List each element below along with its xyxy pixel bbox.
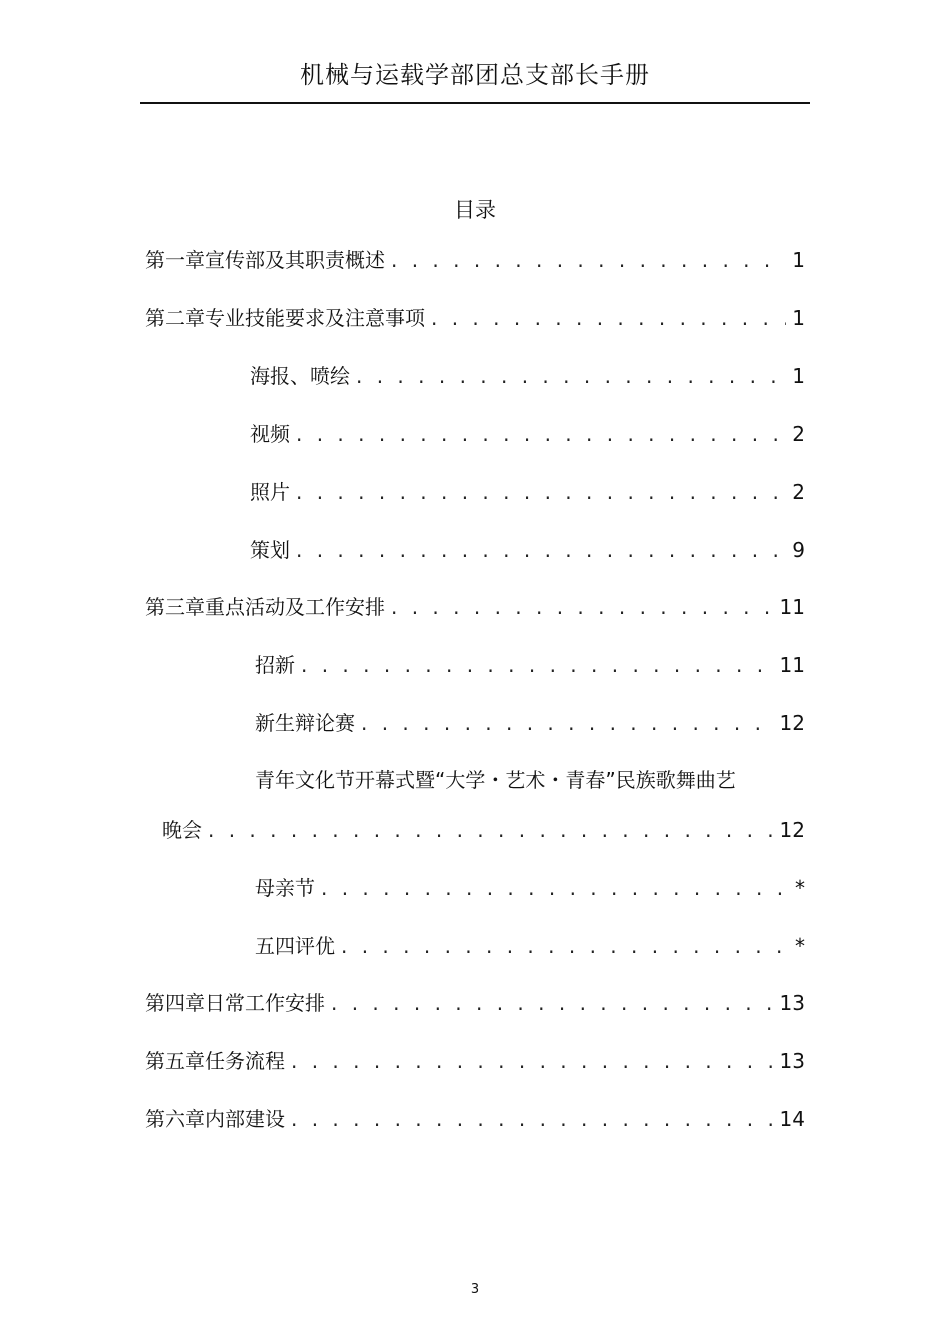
toc-entry-page: * bbox=[795, 876, 805, 900]
toc-entry-label: 第六章内部建设 bbox=[145, 1107, 285, 1131]
toc-entry-page: 11 bbox=[779, 653, 805, 677]
toc-leader-dots bbox=[296, 420, 786, 448]
toc-leader-dots bbox=[356, 362, 786, 390]
toc-entry-chapter-2[interactable] bbox=[145, 304, 805, 332]
toc-entry-may-fourth[interactable] bbox=[255, 932, 805, 960]
toc-leader-dots bbox=[331, 989, 774, 1017]
toc-entry-mothers-day[interactable] bbox=[255, 874, 805, 902]
document-title: 机械与运载学部团总支部长手册 bbox=[300, 61, 650, 89]
toc-entry-page: 1 bbox=[792, 306, 805, 330]
toc-leader-dots bbox=[391, 246, 786, 274]
toc-leader-dots bbox=[301, 651, 774, 679]
toc-leader-dots bbox=[341, 932, 789, 960]
toc-entry-chapter-5[interactable] bbox=[145, 1047, 805, 1075]
toc-entry-page: 11 bbox=[779, 595, 805, 619]
toc-entry-chapter-3[interactable] bbox=[145, 593, 805, 621]
toc-entry-label: 海报、喷绘 bbox=[250, 364, 350, 388]
toc-entry-chapter-1[interactable] bbox=[145, 246, 805, 274]
document-header bbox=[140, 60, 810, 104]
toc-leader-dots bbox=[296, 536, 786, 564]
toc-entry-chapter-4[interactable] bbox=[145, 989, 805, 1017]
toc-entry-page: 13 bbox=[779, 991, 805, 1015]
toc-entry-label: 照片 bbox=[250, 480, 290, 504]
toc-entry-page: 2 bbox=[792, 422, 805, 446]
toc-entry-festival-line1[interactable]: 青年文化节开幕式暨“大学・艺术・青春”民族歌舞曲艺 bbox=[255, 768, 736, 792]
toc-entry-page: 2 bbox=[792, 480, 805, 504]
toc-entry-debate[interactable] bbox=[255, 709, 805, 737]
toc-leader-dots bbox=[291, 1047, 774, 1075]
toc-entry-chapter-6[interactable] bbox=[145, 1105, 805, 1133]
toc-leader-dots bbox=[431, 304, 786, 332]
toc-leader-dots bbox=[321, 874, 789, 902]
toc-entry-festival[interactable] bbox=[162, 816, 805, 844]
toc-entry-label: 母亲节 bbox=[255, 876, 315, 900]
toc-entry-posters[interactable] bbox=[250, 362, 805, 390]
toc-entry-label: 晚会 bbox=[162, 818, 202, 842]
toc-entry-page: 14 bbox=[779, 1107, 805, 1131]
toc-entry-label: 第五章任务流程 bbox=[145, 1049, 285, 1073]
toc-leader-dots bbox=[208, 816, 774, 844]
toc-entry-label: 招新 bbox=[255, 653, 295, 677]
toc-entry-page: 12 bbox=[779, 818, 805, 842]
toc-leader-dots bbox=[361, 709, 774, 737]
toc-entry-label: 第二章专业技能要求及注意事项 bbox=[145, 306, 425, 330]
toc-leader-dots bbox=[391, 593, 774, 621]
toc-entry-label: 视频 bbox=[250, 422, 290, 446]
toc-entry-label: 第三章重点活动及工作安排 bbox=[145, 595, 385, 619]
toc-entry-page: 13 bbox=[779, 1049, 805, 1073]
toc-entry-recruitment[interactable] bbox=[255, 651, 805, 679]
page-number: 3 bbox=[470, 1282, 480, 1297]
toc-entry-page: 1 bbox=[792, 248, 805, 272]
toc-entry-planning[interactable] bbox=[250, 536, 805, 564]
toc-entry-label: 策划 bbox=[250, 538, 290, 562]
toc-entry-label: 第一章宣传部及其职责概述 bbox=[145, 248, 385, 272]
toc-entry-page: 9 bbox=[792, 538, 805, 562]
toc-leader-dots bbox=[296, 478, 786, 506]
toc-title: 目录 bbox=[454, 198, 496, 222]
toc-entry-page: 1 bbox=[792, 364, 805, 388]
toc-entry-page: * bbox=[795, 934, 805, 958]
toc-entry-page: 12 bbox=[779, 711, 805, 735]
toc-leader-dots bbox=[291, 1105, 774, 1133]
toc-entry-label: 新生辩论赛 bbox=[255, 711, 355, 735]
toc-entry-label: 五四评优 bbox=[255, 934, 335, 958]
toc-entry-photos[interactable] bbox=[250, 478, 805, 506]
toc-entry-video[interactable] bbox=[250, 420, 805, 448]
toc-entry-label: 第四章日常工作安排 bbox=[145, 991, 325, 1015]
